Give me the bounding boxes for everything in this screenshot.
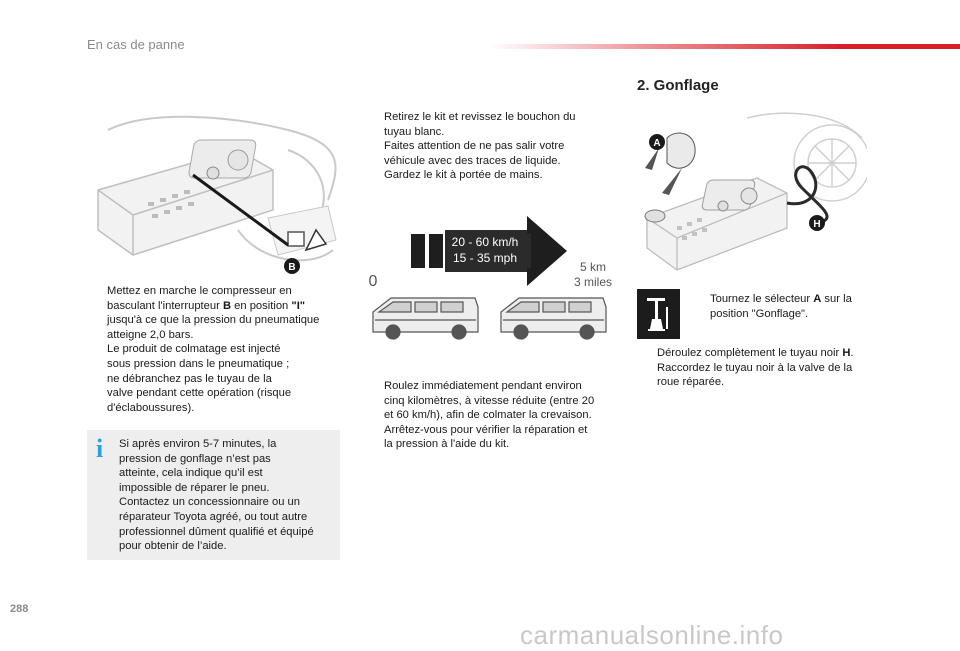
bullet-mark xyxy=(364,423,384,452)
text-line: Déroulez complètement le tuyau noir H. xyxy=(657,347,854,359)
text-line: ne débranchez pas le tuyau de la xyxy=(107,372,272,385)
callout-b-label: B xyxy=(288,262,296,273)
section-title: 2. Gonflage xyxy=(637,77,719,94)
step-turn-selector xyxy=(690,292,870,321)
text-line: position "Gonflage". xyxy=(710,307,809,320)
text-line: véhicule avec des traces de liquide. xyxy=(384,154,561,167)
text-line: atteigne 2,0 bars. xyxy=(107,328,194,341)
text-line: Si après environ 5-7 minutes, la xyxy=(119,438,277,450)
text-line: sous pression dans le pneumatique ; xyxy=(107,357,290,370)
callout-a-label: A xyxy=(653,138,661,149)
text-line: Retirez le kit et revissez le bouchon du xyxy=(384,111,576,123)
text-line: d'éclaboussures). xyxy=(107,401,195,414)
bullet-mark xyxy=(87,284,107,415)
info-icon: i xyxy=(96,434,104,463)
step-drive-and-check xyxy=(364,379,614,452)
header-accent-bar xyxy=(490,44,960,49)
speed-kmh-label: 20 - 60 km/h xyxy=(451,235,519,249)
watermark: carmanualsonline.info xyxy=(520,620,784,650)
start-zero-label: 0 xyxy=(368,273,378,290)
text-line: basculant l'interrupteur B en position "I" xyxy=(107,299,306,312)
text-line: réparateur Toyota agréé, ou tout autre xyxy=(119,510,308,523)
drive-speed-illustration xyxy=(363,212,618,344)
text-line: Arrêtez-vous pour vérifier la réparation et xyxy=(384,423,588,436)
van-right xyxy=(501,298,606,339)
bullet-mark xyxy=(364,379,384,423)
distance-miles-label: 3 miles xyxy=(573,275,613,289)
callout-h-label: H xyxy=(813,219,821,230)
text-line: pour obtenir de l’aide. xyxy=(119,540,227,553)
text-line: Faites attention de ne pas salir votre xyxy=(384,140,565,153)
text-line: Gardez le kit à portée de mains. xyxy=(384,169,543,182)
compressor-switch-illustration xyxy=(88,110,340,280)
text-line: et 60 km/h), afin de colmater la crevaison. xyxy=(384,409,592,422)
text-line: jusqu'à ce que la pression du pneumatique xyxy=(107,314,320,327)
text-line: Contactez un concessionnaire ou un xyxy=(119,496,300,509)
bullet-mark xyxy=(637,346,657,361)
step-remove-kit xyxy=(364,110,614,183)
distance-km-label: 5 km xyxy=(579,260,607,274)
text-line: impossible de réparer le pneu. xyxy=(119,481,270,494)
text-line: Roulez immédiatement pendant environ xyxy=(384,380,582,392)
bullet-mark xyxy=(637,361,657,390)
speed-mph-label: 15 - 35 mph xyxy=(452,251,518,265)
text-line: tuyau blanc. xyxy=(384,125,445,138)
text-line: la pression à l'aide du kit. xyxy=(384,438,510,451)
text-line: Tournez le sélecteur A sur la xyxy=(710,293,852,305)
page-header-title: En cas de panne xyxy=(87,37,185,52)
text-line: cinq kilomètres, à vitesse réduite (entre 20 xyxy=(384,394,595,407)
info-note-box xyxy=(87,430,340,560)
inflation-kit-illustration xyxy=(637,108,867,278)
text-line: professionnel dûment qualifié et équipé xyxy=(119,525,314,538)
text-line: pression de gonflage n’est pas xyxy=(119,452,271,465)
bullet-mark xyxy=(690,292,710,321)
text-line: atteinte, cela indique qu’il est xyxy=(119,467,263,480)
text-line: Raccordez le tuyau noir à la valve de la xyxy=(657,361,853,374)
text-line: Mettez en marche le compresseur en xyxy=(107,285,292,297)
step-compressor-on xyxy=(87,284,342,415)
text-line: roue réparée. xyxy=(657,376,725,389)
text-line: valve pendant cette opération (risque xyxy=(107,387,292,400)
page-number: 288 xyxy=(10,603,29,615)
inflation-mode-icon xyxy=(637,289,680,339)
text-line: Le produit de colmatage est injecté xyxy=(107,343,281,356)
van-left xyxy=(373,298,478,339)
bullet-mark xyxy=(364,110,384,183)
info-note-text xyxy=(119,437,337,554)
step-connect-hose xyxy=(637,346,877,390)
